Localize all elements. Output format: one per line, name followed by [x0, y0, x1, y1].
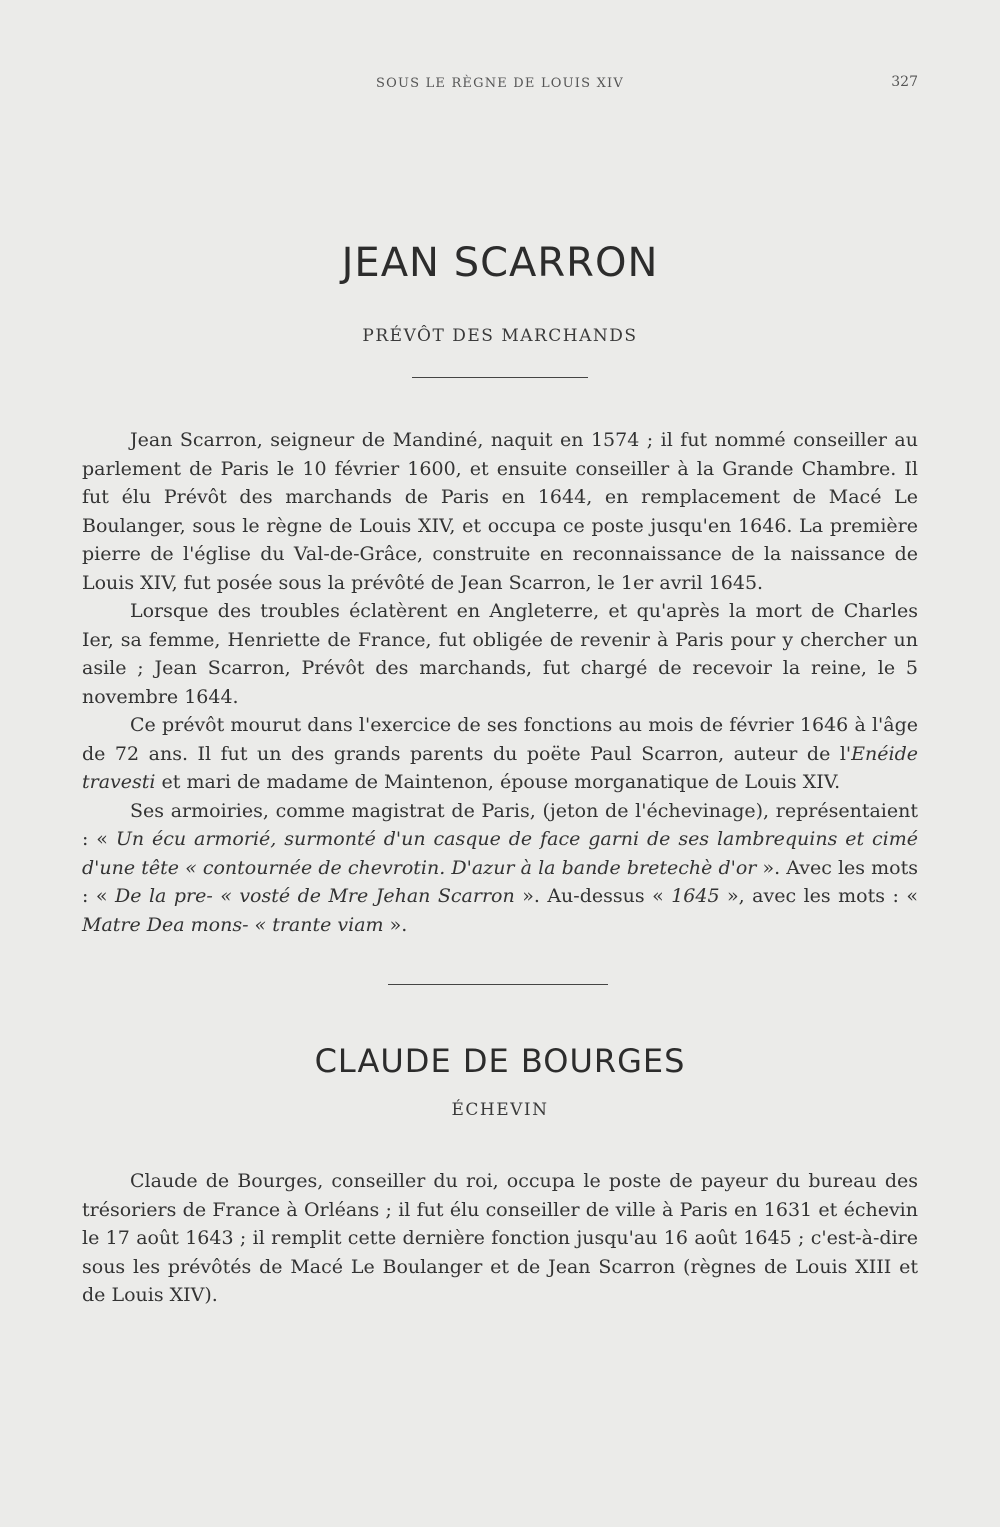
paragraph: Jean Scarron, seigneur de Mandiné, naquit en 1574 ; il fut nommé conseiller au parlement de Paris le 10 février 1600, et ensuite conseiller à la Grande Chambre. Il fut élu Prévôt des marchands de Paris en 1644, en remplacement de Macé Le Boulanger, sous le règne de Louis XIV, et occupa ce poste jusqu'en 1646. La première pierre de l'église du Val-de-Grâce, construite en reconnaissance de la naissance de Louis XIV, fut posée sous la prévôté de Jean Scarron, le 1er avril 1645.	[82, 429, 918, 594]
paragraph: Claude de Bourges, conseiller du roi, occupa le poste de payeur du bureau des trésoriers de France à Orléans ; il fut élu conseiller de ville à Paris en 1631 et échevin le 17 août 1643 ; il remplit cette dernière fonction jusqu'au 16 août 1645 ; c'est-à-dire sous les prévôtés de Macé Le Boulanger et de Jean Scarron (règnes de Louis XIII et de Louis XIV).	[82, 1170, 918, 1306]
text-run: Ses armoiries, comme magistrat de Paris, (jeton de l'échevinage), représentaient : «	[82, 799, 918, 850]
paragraph: Lorsque des troubles éclatèrent en Angleterre, et qu'après la mort de Charles Ier, sa femme, Henriette de France, fut obligée de revenir à Paris pour y chercher un asile ; Jean Scarron, Prévôt des marchands, fut chargé de recevoir la reine, le 5 novembre 1644.	[82, 600, 918, 708]
text-run: Ce prévôt mourut dans l'exercice de ses fonctions au mois de février 1646 à l'âge de 72 ans. Il fut un des grands parents du poëte Paul Scarron, auteur de l'	[82, 714, 918, 765]
italic-title: Enéide travesti	[82, 742, 918, 793]
text-run: et mari de madame de Maintenon, épouse morganatique de Louis XIV.	[155, 771, 841, 793]
text-run: », avec les mots : «	[719, 885, 918, 907]
section-subtitle-echevin: ÉCHEVIN	[451, 1100, 549, 1120]
paragraph	[82, 711, 918, 797]
running-head: SOUS LE RÈGNE DE LOUIS XIV	[376, 76, 624, 91]
divider-rule	[388, 984, 608, 985]
section-body-jean-scarron	[82, 426, 918, 939]
text-run: ».	[383, 913, 408, 936]
italic-quote: De la pre- « vosté de Mre Jehan Scarron	[114, 885, 515, 907]
page-number: 327	[891, 74, 918, 90]
text-run: ». Au-dessus «	[514, 885, 672, 907]
divider-rule	[412, 377, 588, 378]
text-run: ». Avec les mots : «	[82, 856, 918, 907]
italic-quote: Matre Dea mons- « trante viam	[82, 913, 384, 936]
section-title-jean-scarron: JEAN SCARRON	[341, 240, 659, 286]
section-subtitle-prevot: PRÉVÔT DES MARCHANDS	[362, 326, 638, 346]
section-title-claude-de-bourges: CLAUDE DE BOURGES	[314, 1042, 686, 1080]
section-body-claude-de-bourges	[82, 1167, 918, 1310]
italic-quote: Un écu armorié, surmonté d'un casque de face garni de ses lambrequins et cimé d'une tête « contournée de chevrotin. D'azur à la bande bretechè d'or	[82, 828, 918, 879]
italic-quote: 1645	[671, 885, 720, 907]
paragraph	[82, 797, 918, 940]
